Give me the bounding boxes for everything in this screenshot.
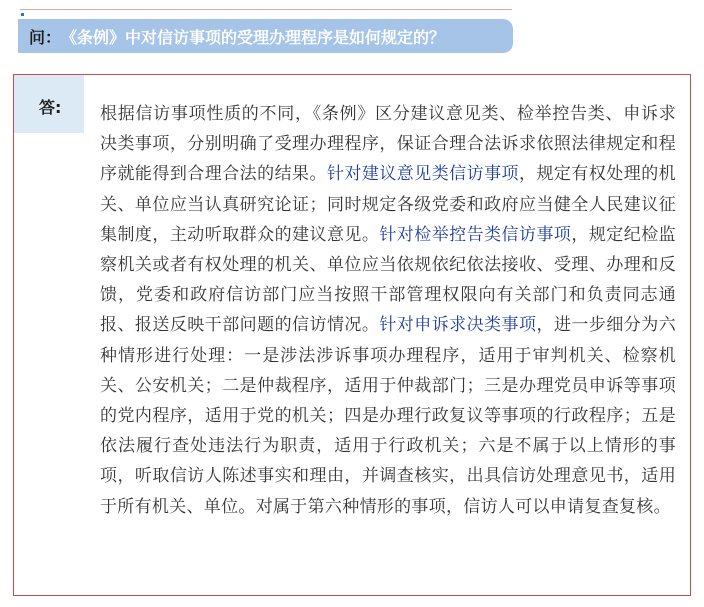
answer-label: 答: xyxy=(39,98,62,117)
answer-segment: ，规定纪检监察机关或者有权处理的机关、单位应当依规依纪依法接收、受理、办理和反馈，党委和政府信访部门应当按照干部管理权限向有关部门和负责同志通报、报送反映干部问题的信访情况。 xyxy=(100,224,676,336)
answer-segment: ，规定有权处理的机关、单位应当认真研究论证；同时规定各级党委和政府应当健全人民建议征集制度，主动听取群众的建议意见。 xyxy=(100,164,676,245)
answer-segment: 根据信访事项性质的不同，《条例》区分建议意见类、检举控告类、申诉求决类事项，分别明确了受理办理程序，保证合理合法诉求依照法律规定和程序就能得到合理合法的结果。 xyxy=(100,104,676,185)
decorative-dot xyxy=(21,13,24,16)
answer-box xyxy=(13,74,691,596)
answer-label-tab xyxy=(14,75,84,133)
top-divider-line xyxy=(20,9,512,10)
answer-segment-highlight: 针对检举控告类信访事项 xyxy=(379,224,572,245)
answer-segment: ，进一步细分为六种情形进行处理：一是涉法涉诉事项办理程序，适用于审判机关、检察机关、公安机关；二是仲裁程序，适用于仲裁部门；三是办理党员申诉等事项的党内程序，适用于党的机关；四是办理行政复议等事项的行政程序；五是依法履行查处违法行为职责，适用于行政机关；六是不属于以上情形的事项，听取信访人陈述事实和理由，并调查核实，出具信访处理意见书，适用于所有机关、单位。对属于第六种情形的事项，信访人可以申请复查复核。 xyxy=(100,315,676,517)
answer-body xyxy=(100,99,676,522)
question-text: 《条例》中对信访事项的受理办理程序是如何规定的？ xyxy=(61,27,446,47)
question-banner xyxy=(18,19,513,53)
answer-segment-highlight: 针对申诉求决类事项 xyxy=(379,315,537,336)
question-label: 问： xyxy=(29,27,62,47)
answer-segment-highlight: 针对建议意见类信访事项 xyxy=(326,164,520,185)
